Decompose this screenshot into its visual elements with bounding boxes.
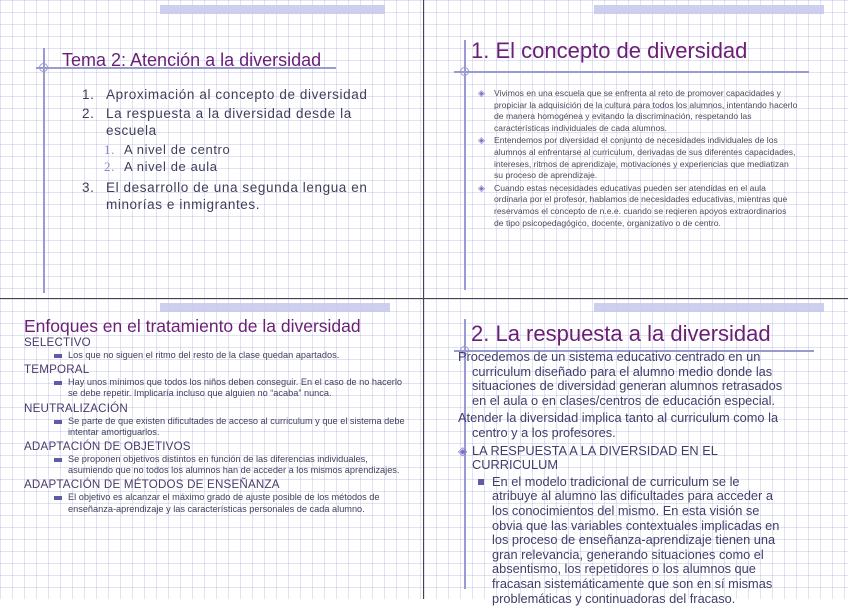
left-rule bbox=[43, 48, 45, 293]
title-rule bbox=[454, 71, 809, 73]
top-bar bbox=[594, 5, 824, 14]
bullet-item bbox=[478, 135, 798, 181]
corner-circle bbox=[460, 67, 469, 76]
item-text: Aproximación al concepto de diversidad bbox=[106, 87, 368, 102]
bullet-text: En el modelo tradicional de curriculum se le atribuye al alumno las dificultades para acceder a los conocimientos del mismo. En esta visión se obvia que las variables contextuales implicadas en los proceso de enseñanza-aprendizaje tienen una gran relevancia, generando situaciones como el absentismo, los repetidores o los alumnos que fracasan sistemáticamente que son en sí mismas problemáticas y continuadoras del fracaso. bbox=[492, 473, 780, 606]
curriculum-bullet bbox=[478, 475, 788, 606]
bullet-item bbox=[478, 88, 798, 134]
paragraph: Atender la diversidad implica tanto al curriculum como la centro y a los profesores. bbox=[458, 410, 779, 440]
top-bar bbox=[160, 5, 385, 14]
agenda-item bbox=[82, 105, 382, 139]
subitem-number: 2. bbox=[104, 159, 115, 174]
section-bullet bbox=[54, 454, 409, 476]
section-bullet bbox=[54, 377, 409, 399]
item-number: 3. bbox=[82, 180, 95, 195]
left-rule bbox=[464, 40, 466, 290]
section-heading: TEMPORAL bbox=[24, 363, 90, 377]
agenda-subitem bbox=[104, 141, 382, 158]
subitem-text: A nivel de centro bbox=[124, 142, 231, 157]
diamond-bullet-icon: ◈ bbox=[458, 443, 468, 458]
bullet-item bbox=[478, 183, 798, 229]
subitem-text: A nivel de aula bbox=[124, 159, 218, 174]
agenda-subitem bbox=[104, 158, 382, 175]
slide-1 bbox=[0, 0, 423, 298]
diamond-bullet-icon: ◈ bbox=[478, 88, 485, 98]
corner-circle bbox=[39, 63, 48, 72]
subitem-number: 1. bbox=[104, 142, 115, 157]
square-bullet-icon bbox=[54, 381, 62, 385]
section-heading: ADAPTACIÓN DE OBJETIVOS bbox=[24, 440, 191, 454]
bullet-text: El objetivo es alcanzar el máximo grado de ajuste posible de los métodos de enseñanza-aprendizaje y las características personales de cada alumno. bbox=[68, 492, 380, 514]
square-bullet-icon bbox=[54, 354, 62, 358]
section-bullet bbox=[54, 350, 409, 361]
bullet-text: Los que no siguen el ritmo del resto de la clase quedan apartados. bbox=[68, 350, 340, 360]
square-bullet-icon bbox=[54, 496, 62, 500]
square-bullet-icon bbox=[54, 420, 62, 424]
concept-bullets bbox=[478, 88, 798, 230]
heading-text: LA RESPUESTA A LA DIVERSIDAD EN EL CURRICULUM bbox=[472, 442, 718, 473]
agenda-item bbox=[82, 86, 382, 103]
section-heading: NEUTRALIZACIÓN bbox=[24, 401, 128, 415]
bullet-text: Entendemos por diversidad el conjunto de necesidades individuales de los alumnos al enfrentarse al curriculum, derivadas de sus diferentes capacidades, intereses, ritmos de aprendizaje, motivaciones y experiencias que mediatizan su proceso de aprendizaje. bbox=[494, 135, 796, 181]
top-bar bbox=[594, 303, 824, 312]
diamond-bullet-icon: ◈ bbox=[478, 135, 485, 146]
bullet-text: Cuando estas necesidades educativas pueden ser atendidas en el aula ordinaria por el profesor, hablamos de necesidades educativas, mientras que reservamos el concepto de n.e.e. cuando se reqieren apoyos extraordinarios de tipo psicopedagógico, docente, organizativo o de centro. bbox=[494, 182, 788, 228]
item-text: El desarrollo de una segunda lengua en minorías e inmigrantes. bbox=[106, 180, 368, 212]
bullet-text: Vivimos en una escuela que se enfrenta al reto de promover capacidades y propiciar la adquisición de la cultura para todos los alumnos, intentando hacerlo de manera homogénea y evitando la discriminación, respetando las características individuales de cada alumnos. bbox=[494, 88, 798, 133]
item-number: 1. bbox=[82, 87, 95, 102]
item-text: La respuesta a la diversidad desde la escuela bbox=[106, 106, 352, 138]
section-bullet bbox=[54, 416, 409, 438]
slide-title: Enfoques en el tratamiento de la diversidad bbox=[24, 316, 361, 336]
section-heading: ADAPTACIÓN DE MÉTODOS DE ENSEÑANZA bbox=[24, 478, 280, 492]
diamond-bullet-icon: ◈ bbox=[478, 182, 485, 193]
section-bullet bbox=[54, 492, 409, 514]
bullet-text: Se proponen objetivos distintos en función de las diferencias individuales, asumiendo que no todos los alumnos han de acceder a los mismos aprendizajes. bbox=[68, 454, 400, 476]
agenda-list bbox=[82, 86, 382, 215]
approaches-list bbox=[24, 336, 409, 517]
item-number: 2. bbox=[82, 106, 95, 121]
section-heading: SELECTIVO bbox=[24, 336, 91, 349]
agenda-item bbox=[82, 179, 382, 213]
slide-title: 1. El concepto de diversidad bbox=[471, 38, 748, 63]
curriculum-heading bbox=[458, 444, 788, 473]
bullet-text: Hay unos mínimos que todos los niños deben conseguir. En el caso de no hacerlo se debe repetir. Implicaría incluso que alguien no “acaba” nunca. bbox=[68, 377, 403, 399]
square-bullet-icon bbox=[54, 458, 62, 462]
slide-title: Tema 2: Atención a la diversidad bbox=[62, 50, 322, 70]
paragraph: Procedemos de un sistema educativo centrado en un curriculum diseñado para el alumno medio donde las situaciones de diversidad generan alumnos retrasados en el aula o en clases/centros de educación especial. bbox=[458, 349, 783, 408]
square-bullet-icon bbox=[478, 479, 484, 485]
response-content bbox=[458, 350, 788, 606]
bullet-text: Se parte de que existen dificultades de acceso al curriculum y que el sistema debe intentar amortiguarlos. bbox=[68, 415, 405, 437]
top-bar bbox=[160, 303, 390, 312]
slide-title: 2. La respuesta a la diversidad bbox=[471, 321, 771, 346]
